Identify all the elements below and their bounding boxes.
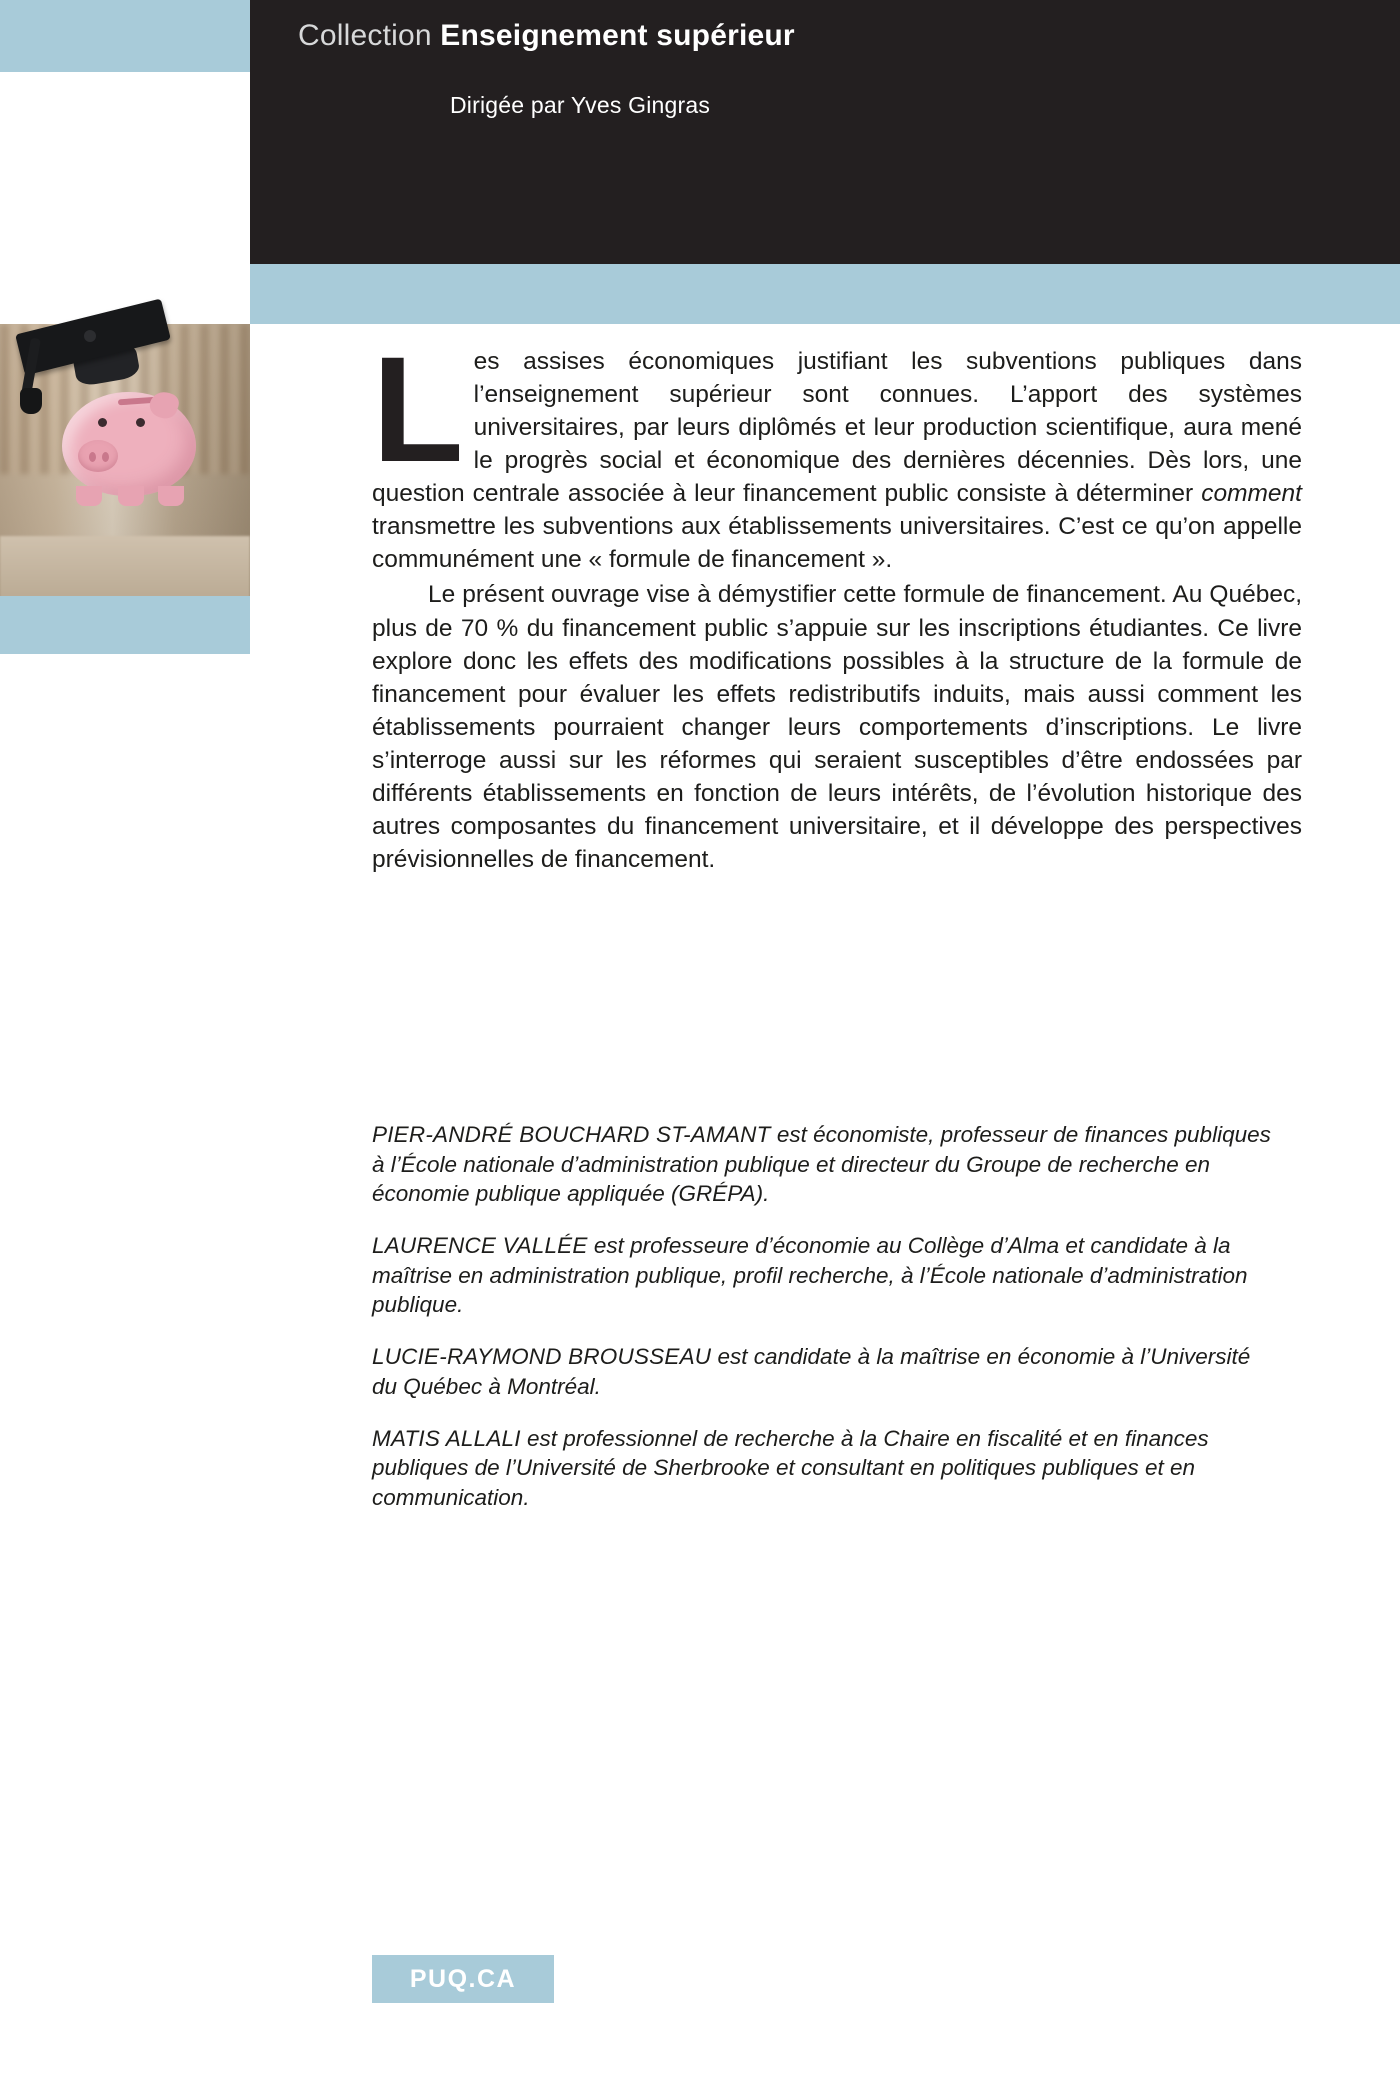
- bio-item: [372, 1342, 1272, 1401]
- collection-name: Enseignement supérieur: [440, 19, 795, 52]
- publisher-logo[interactable]: [372, 1955, 554, 2003]
- collection-band-dark: [250, 0, 1400, 72]
- author-description: est professeure d’économie au Collège d’Alma et candidate à la maîtrise en administration publique, profil recherche, à l’École nationale d’administration publique.: [372, 1233, 1248, 1318]
- paragraph-one-part-b: transmettre les subventions aux établissements universitaires. C’est ce qu’on appelle communément une « formule de financement ».: [372, 513, 1302, 574]
- collection-prefix: Collection: [298, 19, 441, 52]
- author-name: PIER-ANDRÉ BOUCHARD ST-AMANT: [372, 1122, 771, 1147]
- author-name: MATIS ALLALI: [372, 1425, 521, 1451]
- piggy-bank-eye-left-icon: [98, 418, 107, 427]
- author-description: est candidate à la maîtrise en économie à l’Université du Québec à Montréal.: [372, 1344, 1251, 1399]
- bio-item: [372, 1231, 1272, 1320]
- piggy-bank-leg-mid-icon: [118, 486, 144, 506]
- author-name: LAURENCE VALLÉE: [372, 1233, 588, 1259]
- first-paragraph-block: [372, 325, 1302, 576]
- paragraph-one: [372, 325, 1302, 576]
- piggy-bank-leg-back-icon: [158, 486, 184, 506]
- author-bios: [372, 1120, 1272, 1535]
- bio-item: [372, 1424, 1272, 1513]
- bio-item: [372, 1120, 1272, 1209]
- blurb-text-column: [372, 325, 1302, 876]
- director-band: [250, 72, 1400, 264]
- photo-bottom-blue-strip: [0, 596, 250, 654]
- piggy-bank-eye-right-icon: [136, 418, 145, 427]
- publisher-logo-label: PUQ.CA: [409, 1964, 517, 1993]
- paragraph-one-part-a: es assises économiques justifiant les subventions publiques dans l’enseignement supérieur sont connues. L’apport des systèmes universitaires, par leurs diplômés et leur production scientifique, aura mené le progrès social et économique des dernières décennies. Dès lors, une question centrale associée à leur financement public consiste à déterminer: [372, 348, 1302, 508]
- paragraph-one-italic: comment: [1201, 480, 1302, 508]
- paragraph-two: Le présent ouvrage vise à démystifier cette formule de financement. Au Québec, plus de 70 % du financement public s’appuie sur les inscriptions étudiantes. Ce livre explore donc les effets des modifications possibles à la structure de la formule de financement pour évaluer les effets redistributifs induits, mais aussi comment les établissements pourraient changer leurs comportements d’inscriptions. Le livre s’interroge aussi sur les réformes qui seraient susceptibles d’être endossées par différents établissements en fonction de leurs intérêts, de l’évolution historique des autres composantes du financement universitaire, et il développe des perspectives prévisionnelles de financement.: [372, 581, 1302, 873]
- piggy-bank-nostril-left-icon: [89, 452, 96, 462]
- author-description: est professionnel de recherche à la Chaire en fiscalité et en finances publiques de l’Université de Sherbrooke et consultant en politiques publiques et en communication.: [372, 1425, 1209, 1510]
- graduation-cap-button-icon: [84, 330, 96, 342]
- piggy-bank-nostril-right-icon: [102, 452, 109, 462]
- graduation-cap-tassel-end-icon: [20, 388, 42, 414]
- collection-director: Dirigée par Yves Gingras: [450, 92, 711, 118]
- piggy-bank-snout-icon: [78, 440, 118, 472]
- piggy-bank-leg-front-icon: [76, 486, 102, 506]
- collection-title: [250, 19, 795, 53]
- author-description: est économiste, professeur de finances publiques à l’École nationale d’administration publique et directeur du Groupe de recherche en économie publique appliquée (GRÉPA).: [372, 1122, 1271, 1207]
- drop-cap: L: [372, 325, 464, 493]
- author-name: LUCIE-RAYMOND BROUSSEAU: [372, 1344, 712, 1370]
